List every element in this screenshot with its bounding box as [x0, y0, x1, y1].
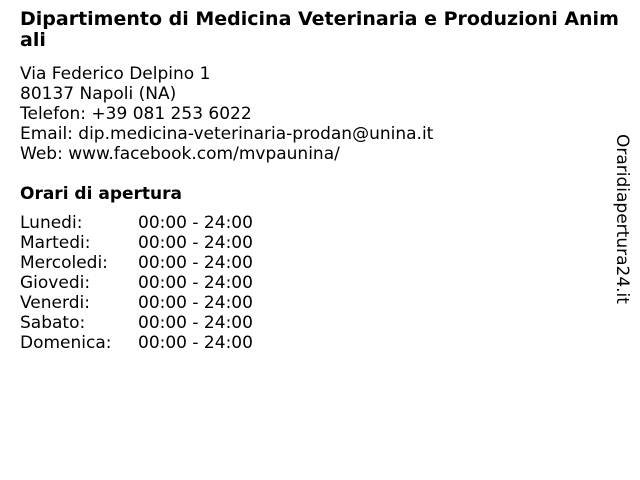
side-brand-watermark: Oraridiapertura24.it	[612, 134, 632, 304]
phone-number: Telefon: +39 081 253 6022	[20, 104, 252, 124]
day-label: Sabato:	[20, 313, 86, 333]
day-label: Giovedi:	[20, 273, 91, 293]
time-value: 00:00 - 24:00	[138, 293, 253, 313]
email-address: Email: dip.medicina-veterinaria-prodan@unina.it	[20, 124, 434, 144]
city-address: 80137 Napoli (NA)	[20, 84, 177, 104]
day-label: Domenica:	[20, 333, 112, 353]
address-block	[20, 64, 433, 164]
street-address: Via Federico Delpino 1	[20, 64, 211, 84]
day-label: Martedi:	[20, 233, 91, 253]
website-link: Web: www.facebook.com/mvpaunina/	[20, 144, 340, 164]
day-label: Venerdi:	[20, 293, 90, 313]
time-value: 00:00 - 24:00	[138, 273, 253, 293]
time-value: 00:00 - 24:00	[138, 253, 253, 273]
day-label: Mercoledi:	[20, 253, 108, 273]
day-label: Lunedi:	[20, 213, 83, 233]
page-title: Dipartimento di Medicina Veterinaria e Produzioni Animali	[20, 8, 619, 51]
time-value: 00:00 - 24:00	[138, 233, 253, 253]
time-value: 00:00 - 24:00	[138, 213, 253, 233]
time-value: 00:00 - 24:00	[138, 333, 253, 353]
hours-heading: Orari di apertura	[20, 184, 182, 204]
time-value: 00:00 - 24:00	[138, 313, 253, 333]
